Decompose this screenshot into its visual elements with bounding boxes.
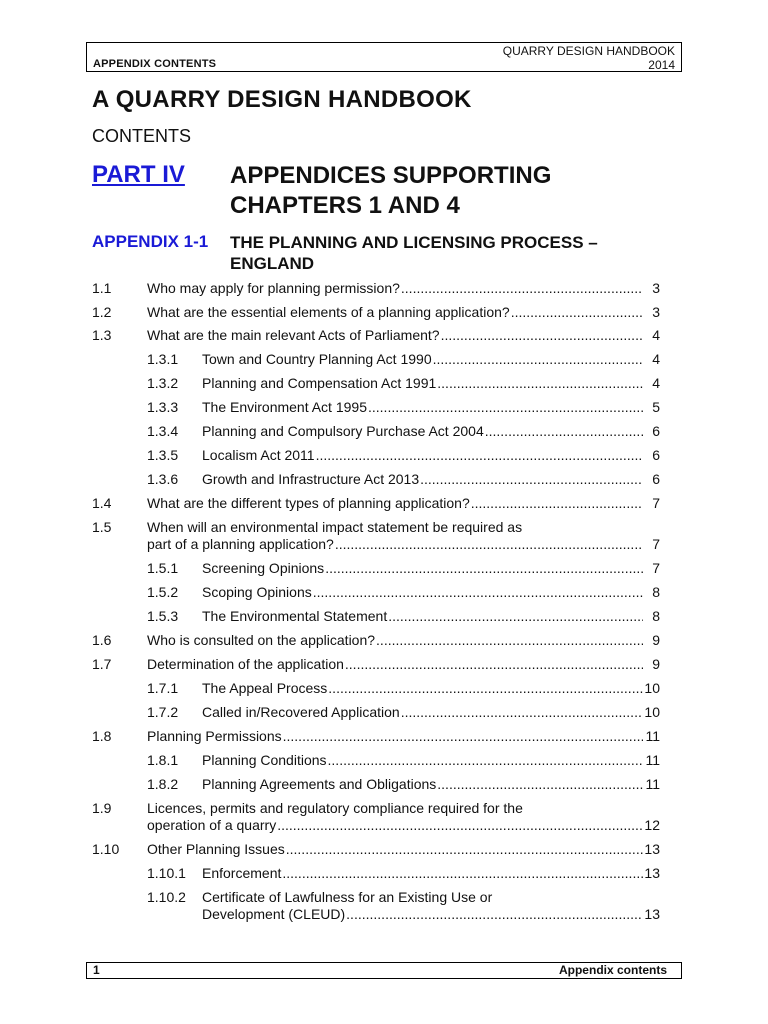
page-footer	[86, 962, 682, 979]
toc-entry-title: Who is consulted on the application?	[147, 631, 376, 648]
toc-entry-title-first-line: When will an environmental impact statement be required as	[147, 518, 523, 535]
toc-entry-title-first-line: Certificate of Lawfulness for an Existing Use or	[202, 888, 493, 905]
toc-dot-leader	[401, 280, 643, 297]
toc-dot-leader	[388, 608, 643, 625]
toc-dot-leader	[316, 447, 643, 464]
toc-dot-leader	[282, 865, 643, 882]
toc-entry-number: 1.4	[92, 494, 112, 511]
header-year: 2014	[648, 58, 675, 72]
toc-entry-title: What are the essential elements of a planning application?	[147, 303, 510, 320]
toc-entry[interactable]	[92, 776, 660, 793]
toc-entry-body	[147, 728, 660, 745]
toc-entry-body	[202, 399, 660, 416]
toc-entry-page: 8	[652, 583, 660, 600]
toc-entry[interactable]	[92, 399, 660, 416]
toc-entry[interactable]	[92, 280, 660, 297]
toc-entry-page: 6	[652, 422, 660, 439]
toc-entry-number: 1.3.2	[147, 374, 179, 391]
footer-label: Appendix contents	[558, 963, 667, 977]
toc-entry[interactable]	[92, 704, 660, 721]
part-title: APPENDICES SUPPORTING CHAPTERS 1 AND 4	[230, 162, 552, 219]
toc-dot-leader	[277, 817, 643, 834]
toc-dot-leader	[433, 351, 643, 368]
toc-entry-number: 1.3.3	[147, 398, 179, 415]
toc-entry-body	[147, 800, 660, 834]
toc-entry-page: 6	[652, 470, 660, 487]
toc-entry-body	[202, 608, 660, 625]
toc-entry-title: Enforcement	[202, 864, 282, 881]
toc-entry-number: 1.5	[92, 518, 112, 535]
toc-entry-body	[202, 471, 660, 488]
toc-entry-body	[202, 423, 660, 440]
toc-entry-number: 1.3	[92, 327, 112, 343]
toc-dot-leader	[313, 584, 643, 601]
toc-entry-title: What are the different types of planning application?	[147, 494, 470, 511]
toc-entry-title: operation of a quarry	[147, 816, 277, 833]
toc-entry[interactable]	[92, 560, 660, 577]
toc-dot-leader	[441, 327, 643, 344]
toc-entry-body	[202, 584, 660, 601]
toc-entry-number: 1.10.2	[147, 888, 186, 905]
toc-entry[interactable]	[92, 728, 660, 745]
toc-entry-page: 4	[652, 350, 660, 367]
toc-entry[interactable]	[92, 304, 660, 321]
toc-dot-leader	[286, 841, 643, 858]
toc-entry-page: 10	[644, 679, 660, 696]
toc-entry-number: 1.6	[92, 631, 112, 648]
toc-entry-page: 6	[652, 446, 660, 463]
toc-entry-title: Called in/Recovered Application	[202, 703, 400, 720]
toc-entry[interactable]	[92, 447, 660, 464]
toc-entry-page: 9	[652, 631, 660, 648]
toc-entry-body	[202, 704, 660, 721]
toc-entry[interactable]	[92, 841, 660, 858]
toc-entry-title: Planning and Compulsory Purchase Act 2004	[202, 422, 484, 439]
toc-entry-page: 11	[645, 727, 660, 744]
header-section: APPENDIX CONTENTS	[93, 58, 217, 70]
toc-entry-page: 7	[652, 559, 660, 576]
toc-dot-leader	[283, 728, 643, 745]
toc-entry-number: 1.5.2	[147, 583, 179, 600]
toc-entry-page: 10	[644, 703, 660, 720]
toc-entry-title: Planning Agreements and Obligations	[202, 775, 437, 792]
toc-entry-page: 4	[652, 327, 660, 343]
header-right	[503, 44, 675, 72]
toc-entry-number: 1.10.1	[147, 864, 186, 881]
toc-entry[interactable]	[92, 351, 660, 368]
toc-entry-title: Planning Conditions	[202, 751, 327, 768]
toc-entry-title: Screening Opinions	[202, 559, 325, 576]
toc-entry[interactable]	[92, 608, 660, 625]
header-handbook-name: QUARRY DESIGN HANDBOOK	[502, 44, 675, 58]
toc-entry-body	[147, 632, 660, 649]
toc-entry-body	[202, 447, 660, 464]
toc-entry-body	[147, 304, 660, 321]
toc-entry-body	[147, 327, 660, 344]
toc-entry-title: Localism Act 2011	[202, 446, 315, 463]
toc-dot-leader	[437, 375, 643, 392]
toc-entry[interactable]	[92, 471, 660, 488]
toc-entry-page: 11	[645, 775, 660, 792]
toc-entry-page: 13	[644, 864, 660, 881]
toc-entry[interactable]	[92, 632, 660, 649]
toc-entry-page: 8	[652, 607, 660, 624]
footer-page-number: 1	[93, 963, 100, 977]
toc-entry-number: 1.2	[92, 303, 112, 320]
toc-dot-leader	[328, 680, 643, 697]
toc-dot-leader	[376, 632, 643, 649]
toc-dot-leader	[420, 471, 643, 488]
toc-entry-number: 1.1	[92, 280, 112, 296]
toc-entry-title: Determination of the application	[147, 655, 344, 672]
toc-entry-page: 7	[652, 535, 660, 552]
toc-entry-body	[147, 280, 660, 297]
toc-entry-page: 3	[652, 303, 660, 320]
toc-entry-number: 1.5.1	[147, 559, 179, 576]
toc-dot-leader	[335, 536, 643, 553]
toc-entry-number: 1.8	[92, 727, 112, 744]
toc-entry[interactable]	[92, 327, 660, 344]
toc-entry-number: 1.7	[92, 655, 112, 672]
toc-entry-number: 1.3.4	[147, 422, 179, 439]
toc-entry-body	[147, 656, 660, 673]
toc-entry[interactable]	[92, 423, 660, 440]
toc-entry-number: 1.7.1	[147, 679, 179, 696]
toc-entry-number: 1.10	[92, 840, 120, 857]
toc-entry[interactable]	[92, 519, 660, 553]
toc-entry-number: 1.8.1	[147, 751, 179, 768]
toc-entry-number: 1.3.5	[147, 446, 179, 463]
toc-dot-leader	[485, 423, 643, 440]
toc-entry-title: part of a planning application?	[147, 535, 334, 552]
toc-entry-body	[202, 351, 660, 368]
toc-entry-page: 9	[652, 655, 660, 672]
toc-entry-title: Other Planning Issues	[147, 840, 285, 857]
part-link[interactable]: PART IV	[92, 161, 185, 188]
toc-entry-title: Who may apply for planning permission?	[147, 280, 400, 296]
toc-entry-title: Town and Country Planning Act 1990	[202, 350, 432, 367]
toc-entry-number: 1.3.6	[147, 470, 179, 487]
toc-entry-title: Development (CLEUD)	[202, 905, 346, 922]
page-header	[86, 42, 682, 72]
toc-entry-body	[202, 752, 660, 769]
toc-dot-leader	[325, 560, 643, 577]
toc-entry[interactable]	[92, 584, 660, 601]
toc-entry-number: 1.8.2	[147, 775, 179, 792]
toc-entry-title: Scoping Opinions	[202, 583, 312, 600]
toc-entry-page: 13	[644, 905, 660, 922]
toc-entry-body	[202, 776, 660, 793]
toc-entry-number: 1.5.3	[147, 607, 179, 624]
toc-dot-leader	[346, 906, 643, 923]
toc-entry[interactable]	[92, 656, 660, 673]
toc-dot-leader	[328, 752, 643, 769]
toc-entry-page: 13	[644, 840, 660, 857]
toc-entry-title: The Appeal Process	[202, 679, 328, 696]
toc-entry-title: Planning and Compensation Act 1991	[202, 374, 437, 391]
toc-entry[interactable]	[92, 375, 660, 392]
toc-entry-body	[202, 865, 660, 882]
toc-dot-leader	[437, 776, 643, 793]
toc-entry-page: 12	[644, 816, 660, 833]
toc-dot-leader	[471, 495, 643, 512]
toc-entry-page: 5	[652, 398, 660, 415]
toc-entry-title-first-line: Licences, permits and regulatory compliance required for the	[147, 799, 523, 816]
appendix-title: THE PLANNING AND LICENSING PROCESS – ENGLAND	[230, 233, 598, 273]
toc-entry[interactable]	[92, 752, 660, 769]
appendix-link[interactable]: APPENDIX 1-1	[92, 232, 209, 251]
toc-entry[interactable]	[92, 495, 660, 512]
toc-entry[interactable]	[92, 680, 660, 697]
toc-dot-leader	[401, 704, 643, 721]
toc-entry-page: 3	[652, 280, 660, 296]
toc-entry[interactable]	[92, 865, 660, 882]
toc-entry[interactable]	[92, 889, 660, 923]
toc-entry-body	[147, 495, 660, 512]
toc-entry-number: 1.3.1	[147, 350, 179, 367]
toc-dot-leader	[511, 304, 643, 321]
toc-entry-title: What are the main relevant Acts of Parliament?	[147, 327, 440, 343]
toc-entry-number: 1.7.2	[147, 703, 179, 720]
toc-entry-body	[202, 680, 660, 697]
toc-entry-body	[202, 889, 660, 923]
toc-entry-body	[202, 560, 660, 577]
toc-entry-page: 4	[652, 374, 660, 391]
toc-entry-page: 7	[652, 494, 660, 511]
toc-dot-leader	[345, 656, 643, 673]
toc-entry-title: Growth and Infrastructure Act 2013	[202, 470, 420, 487]
toc-entry-page: 11	[645, 751, 660, 768]
toc-entry-title: The Environment Act 1995	[202, 398, 367, 415]
toc-entry-body	[147, 841, 660, 858]
toc-dot-leader	[368, 399, 643, 416]
table-of-contents	[92, 280, 660, 930]
toc-entry[interactable]	[92, 800, 660, 834]
toc-entry-number: 1.9	[92, 799, 112, 816]
toc-entry-title: Planning Permissions	[147, 727, 282, 744]
document-subtitle: CONTENTS	[92, 126, 191, 146]
document-title: A QUARRY DESIGN HANDBOOK	[92, 86, 472, 113]
toc-entry-title: The Environmental Statement	[202, 607, 388, 624]
toc-entry-body	[147, 519, 660, 553]
toc-entry-body	[202, 375, 660, 392]
